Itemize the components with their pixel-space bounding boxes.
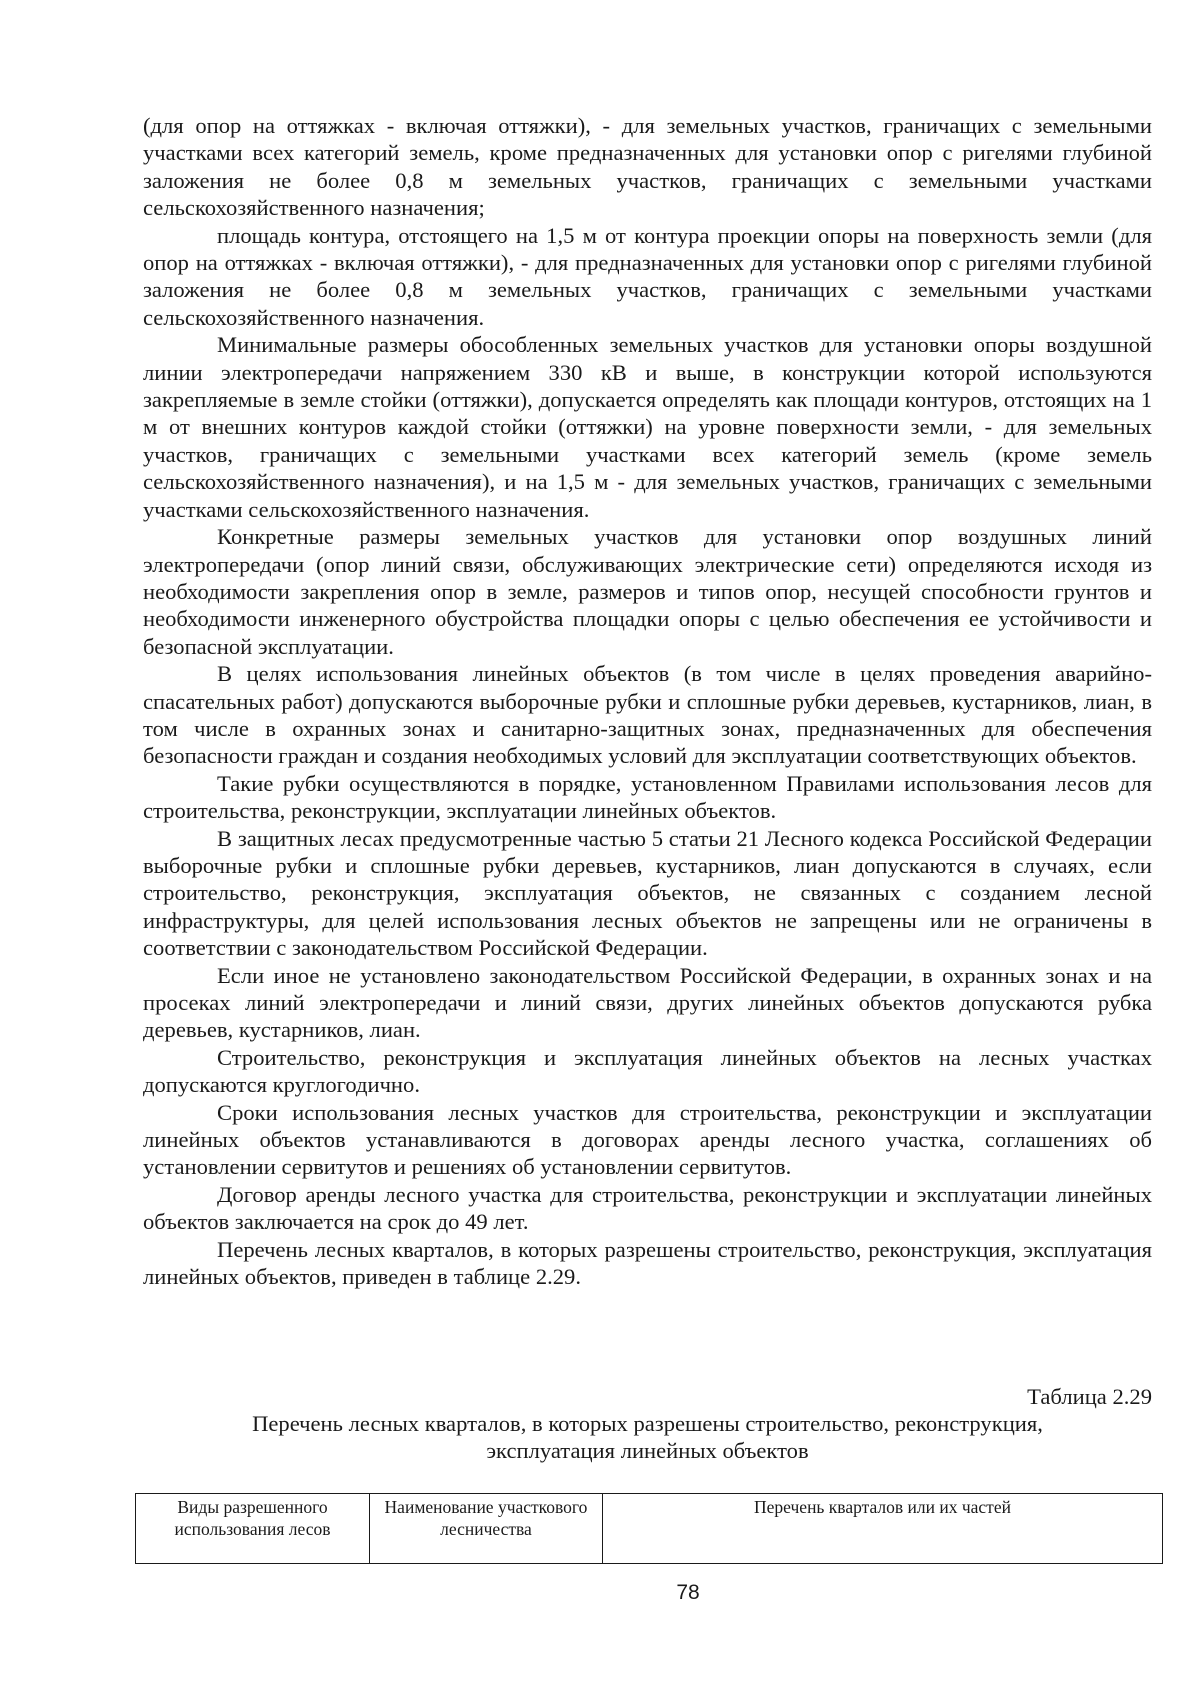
paragraph: площадь контура, отстоящего на 1,5 м от контура проекции опоры на поверхность земли (для опор на оттяжках - включая оттяжки), - для предназначенных для установки опор с ригелями глубиной заложения не более 0,8 м земельных участков, граничащих с земельными участками сельскохозяйственного назначения. (143, 222, 1152, 330)
paragraph: Конкретные размеры земельных участков для установки опор воздушных линий электропередачи (опор линий связи, обслуживающих электрические сети) определяются исходя из необходимости закрепления опор в земле, размеров и типов опор, несущей способности грунтов и необходимости инженерного обустройства площадки опоры с целью обеспечения ее устойчивости и безопасной эксплуатации. (143, 524, 1152, 659)
paragraph: Договор аренды лесного участка для строительства, реконструкции и эксплуатации линейных объектов заключается на срок до 49 лет. (143, 1181, 1152, 1235)
table-title-line: эксплуатация линейных объектов (486, 1438, 809, 1464)
paragraph: В защитных лесах предусмотренные частью 5 статьи 21 Лесного кодекса Российской Федерации выборочные рубки и сплошные рубки деревьев, кустарников, лиан допускаются в случаях, если строительство, реконструкция, эксплуатация объектов, не связанных с созданием лесной инфраструктуры, для целей использования лесных объектов не запрещены или не ограничены в соответствии с законодательством Российской Федерации. (143, 825, 1152, 961)
paragraph: В целях использования линейных объектов (в том числе в целях проведения аварийно-спасательных работ) допускаются выборочные рубки и сплошные рубки деревьев, кустарников, лиан, в том числе в охранных зонах и санитарно-защитных зонах, предназначенных для обеспечения безопасности граждан и создания необходимых условий для эксплуатации соответствующих объектов. (143, 661, 1152, 769)
table-header-row (136, 1494, 1163, 1564)
paragraph: Строительство, реконструкция и эксплуатация линейных объектов на лесных участках допускаются круглогодично. (143, 1044, 1152, 1098)
quarters-table (135, 1493, 1163, 1564)
paragraph: Сроки использования лесных участков для строительства, реконструкции и эксплуатации линейных объектов устанавливаются в договорах аренды лесного участка, соглашениях об установлении сервитутов и решениях об установлении сервитутов. (143, 1099, 1152, 1180)
table-title-line: Перечень лесных кварталов, в которых разрешены строительство, реконструкция, (252, 1411, 1043, 1436)
page-number: 78 (676, 1581, 700, 1604)
table-header-cell: Наименование участкового лесничества (370, 1494, 603, 1564)
body-text (143, 112, 1152, 1290)
table-title (143, 1410, 1152, 1465)
paragraph: Минимальные размеры обособленных земельных участков для установки опоры воздушной линии электропередачи напряжением 330 кВ и выше, в конструкции которой используются закрепляемые в земле стойки (оттяжки), допускается определять как площади контуров, отстоящих на 1 м от внешних контуров каждой стойки (оттяжки) на уровне поверхности земли, - для земельных участков, граничащих с земельными участками всех категорий земель (кроме земель сельскохозяйственного назначения), и на 1,5 м - для земельных участков, граничащих с земельными участками сельскохозяйственного назначения. (143, 332, 1152, 522)
paragraph: Такие рубки осуществляются в порядке, установленном Правилами использования лесов для строительства, реконструкции, эксплуатации линейных объектов. (143, 770, 1152, 824)
table-number: Таблица 2.29 (1027, 1384, 1152, 1409)
table-header-cell: Перечень кварталов или их частей (603, 1494, 1163, 1564)
table-header-cell: Виды разрешенного использования лесов (136, 1494, 370, 1564)
paragraph: Если иное не установлено законодательством Российской Федерации, в охранных зонах и на просеках линий электропередачи и линий связи, других линейных объектов допускаются рубка деревьев, кустарников, лиан. (143, 962, 1152, 1043)
paragraph: (для опор на оттяжках - включая оттяжки), - для земельных участков, граничащих с земельными участками всех категорий земель, кроме предназначенных для установки опор с ригелями глубиной заложения не более 0,8 м земельных участков, граничащих с земельными участками сельскохозяйственного назначения; (143, 113, 1152, 221)
paragraph: Перечень лесных кварталов, в которых разрешены строительство, реконструкция, эксплуатация линейных объектов, приведен в таблице 2.29. (143, 1236, 1152, 1290)
